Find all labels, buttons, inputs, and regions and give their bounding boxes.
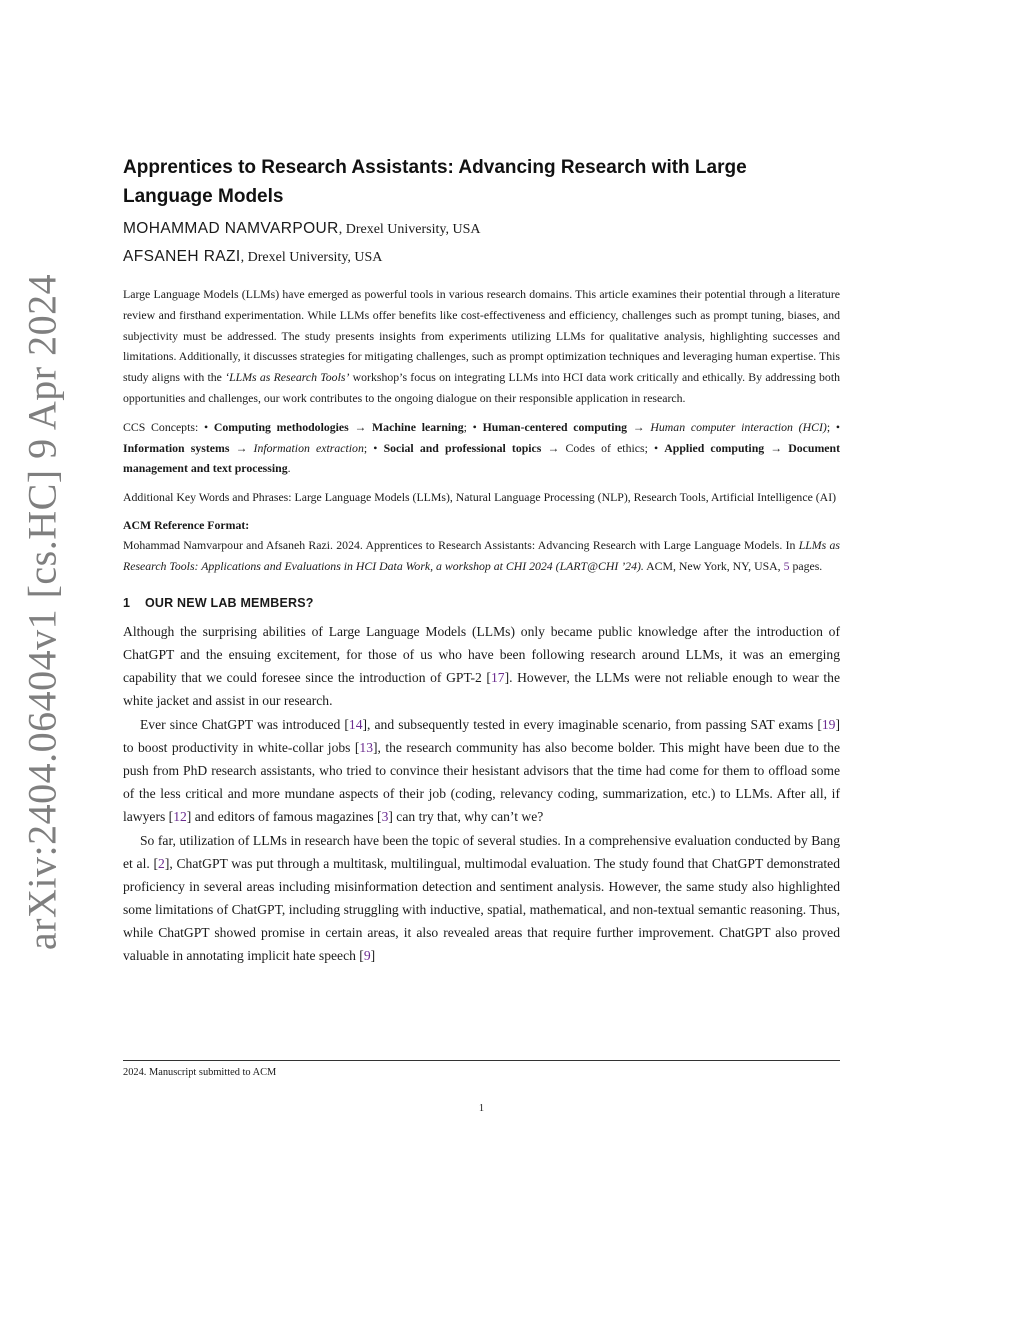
body-paragraph-3: So far, utilization of LLMs in research have been the topic of several studies. In a comprehensive evaluation conducted by Bang et al. [2], ChatGPT was put through a multitask, multilingual, multimodal evaluation. The study found that ChatGPT demonstrated proficiency in several areas including misinformation detection and sentiment analysis. However, the same study also highlighted some limitations of ChatGPT, including struggling with inductive, spatial, mathematical, and non-textual semantic reasoning. Thus, while ChatGPT showed promise in certain areas, it also revealed areas that require further improvement. ChatGPT also proved valuable in annotating implicit hate speech [9] bbox=[123, 832, 840, 963]
citation-link[interactable]: 14 bbox=[348, 716, 363, 732]
author-name: MOHAMMAD NAMVARPOUR bbox=[123, 220, 339, 237]
page-number: 1 bbox=[478, 1103, 485, 1114]
citation-link[interactable]: 19 bbox=[821, 716, 836, 732]
author-name: AFSANEH RAZI bbox=[123, 248, 241, 265]
keywords: Additional Key Words and Phrases: Large Language Models (LLMs), Natural Language Processing (NLP), Research Tools, Artificial Intelligence (AI) bbox=[123, 490, 837, 505]
paper-title: Apprentices to Research Assistants: Advancing Research with Large Language Models bbox=[123, 157, 747, 207]
author-affiliation: , Drexel University, USA bbox=[338, 222, 481, 237]
citation-link[interactable]: 13 bbox=[359, 739, 374, 755]
author-1 bbox=[123, 220, 840, 239]
body-paragraph-2: Ever since ChatGPT was introduced [14], and subsequently tested in every imaginable scenario, from passing SAT exams [19] to boost productivity in white-collar jobs [13], the research community has also become bolder. This might have been due to the push from PhD research assistants, who tried to convince their hesistant advisors that the time had come for them to offload some of the less critical and more mundane aspects of their job (coding, relevancy coding, summarization, etc.) to LLMs. After all, if lawyers [12] and editors of famous magazines [3] can try that, why can’t we? bbox=[123, 716, 840, 824]
section-heading bbox=[123, 595, 840, 611]
ccs-concepts: CCS Concepts: • Computing methodologies → Machine learning; • Human-centered computing → Human computer interaction (HCI); • Information systems → Information extraction; • Social and professional topics → Codes of ethics; • Applied computing → Document management and text processing. bbox=[123, 419, 841, 476]
arxiv-identifier: arXiv:2404.06404v1 [cs.HC] 9 Apr 2024 bbox=[19, 273, 65, 951]
footnote-divider bbox=[123, 1060, 840, 1061]
author-2 bbox=[123, 248, 840, 267]
page-count-link[interactable]: 5 bbox=[783, 558, 790, 573]
citation-link[interactable]: 3 bbox=[381, 808, 389, 824]
acm-reference-text: Mohammad Namvarpour and Afsaneh Razi. 2024. Apprentices to Research Assistants: Advancing Research with Large Language Models. In LLMs as Research Tools: Applications and Evaluations in HCI Data Work, a workshop at CHI 2024 (LART@CHI ’24). ACM, New York, NY, USA, 5 pages. bbox=[123, 537, 840, 573]
paper-page bbox=[123, 150, 840, 967]
author-affiliation: , Drexel University, USA bbox=[240, 250, 383, 265]
citation-link[interactable]: 12 bbox=[173, 808, 187, 824]
section-title: OUR NEW LAB MEMBERS? bbox=[145, 595, 314, 610]
abstract: Large Language Models (LLMs) have emerged as powerful tools in various research domains. This article examines their potential through a literature review and firsthand experimentation. While LLMs offer benefits like cost-effectiveness and efficiency, challenges such as prompt tuning, biases, and subjectivity must be addressed. The study presents insights from experiments utilizing LLMs for qualitative analysis, highlighting successes and limitations. Additionally, it discusses strategies for mitigating challenges, such as prompt optimization techniques and leveraging human expertise. This study aligns with the ‘LLMs as Research Tools’ workshop’s focus on integrating LLMs into HCI data work critically and ethically. By addressing both opportunities and challenges, our work contributes to the ongoing dialogue on their responsible application in research. bbox=[123, 287, 840, 405]
citation-link[interactable]: 9 bbox=[363, 947, 371, 963]
citation-link[interactable]: 2 bbox=[158, 855, 165, 871]
workshop-name: ‘LLMs as Research Tools’ bbox=[225, 370, 350, 385]
body-paragraph-1: Although the surprising abilities of Large Language Models (LLMs) only became public knowledge after the introduction of ChatGPT and the ensuing excitement, for those of us who have been following research around LLMs, it was an emerging capability that we could foresee since the introduction of GPT-2 [17]. However, the LLMs were not reliable enough to wear the white jacket and assist in our research. bbox=[123, 623, 840, 708]
acm-reference-heading: ACM Reference Format: bbox=[123, 517, 250, 532]
footnote: 2024. Manuscript submitted to ACM bbox=[123, 1067, 277, 1078]
citation-link[interactable]: 17 bbox=[490, 669, 505, 685]
section-number: 1 bbox=[123, 595, 131, 610]
